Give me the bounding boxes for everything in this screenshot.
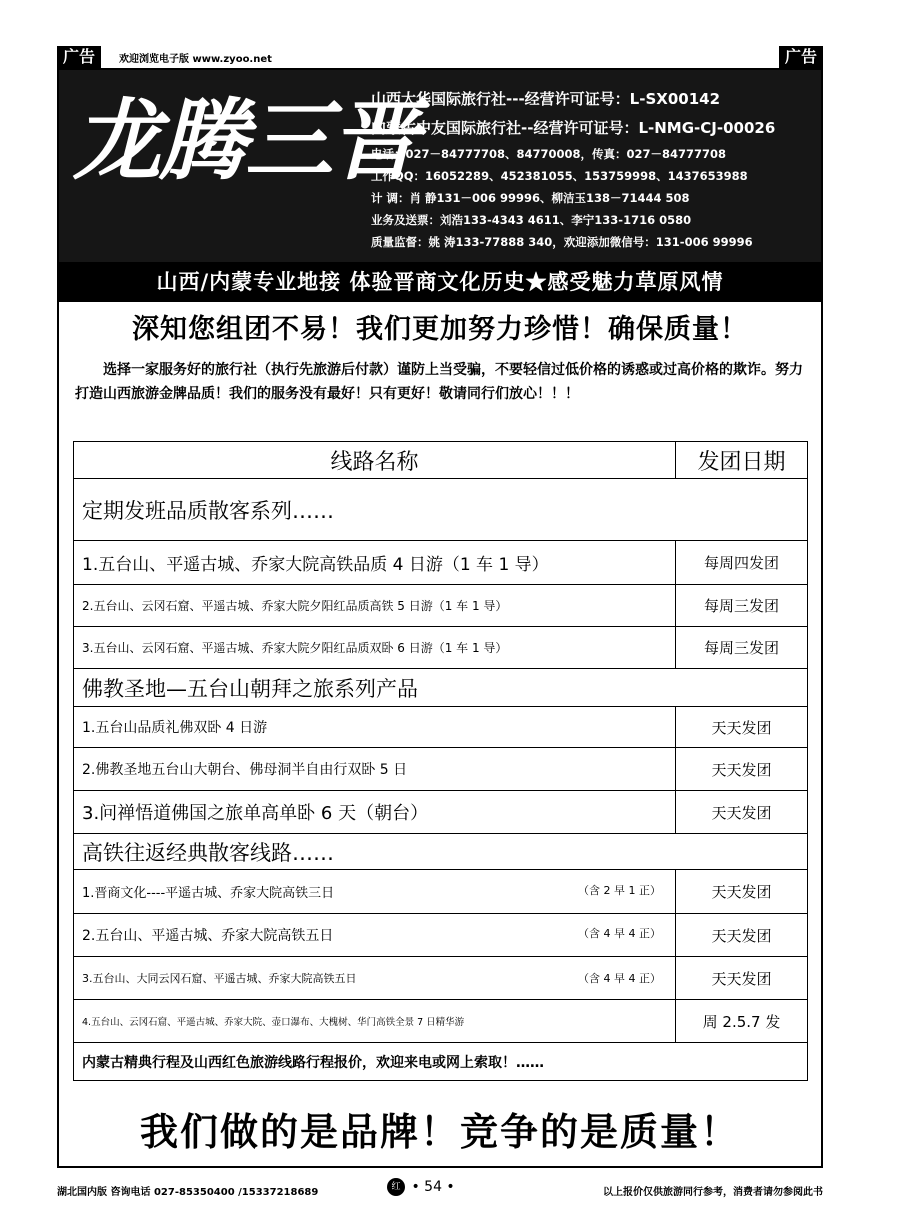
page-number-block bbox=[387, 1178, 455, 1196]
route-date: 每周三发团 bbox=[676, 627, 808, 669]
contact-line: 工作QQ：16052289、452381055、153759998、1437653988 bbox=[371, 169, 748, 183]
table-row bbox=[74, 585, 808, 627]
header-banner bbox=[59, 70, 821, 262]
table-row bbox=[74, 707, 808, 748]
route-date: 天天发团 bbox=[676, 914, 808, 957]
route-date: 天天发团 bbox=[676, 870, 808, 914]
table-header bbox=[74, 442, 808, 479]
section-title: 高铁往返经典散客线路…… bbox=[74, 834, 808, 870]
section-row bbox=[74, 479, 808, 541]
footer-right: 以上报价仅供旅游同行参考，消费者请勿参阅此书 bbox=[603, 1187, 823, 1198]
route-date: 天天发团 bbox=[676, 791, 808, 834]
table-row bbox=[74, 1000, 808, 1043]
route-name: 3.问禅悟道佛国之旅单高单卧 6 天（朝台） bbox=[74, 791, 676, 834]
logo-text: 龙腾三晋 bbox=[73, 88, 418, 192]
route-name: 4.五台山、云冈石窟、平遥古城、乔家大院、壶口瀑布、大槐树、华门高铁全景 7 日精华游 bbox=[74, 1000, 676, 1043]
top-bar bbox=[57, 46, 823, 68]
route-date: 周 2.5.7 发 bbox=[676, 1000, 808, 1043]
slogan-banner: 山西/内蒙专业地接 体验晋商文化历史★感受魅力草原风情 bbox=[59, 262, 821, 302]
table-row bbox=[74, 541, 808, 585]
meal-note: （含 2 早 1 正） bbox=[578, 884, 661, 897]
section-title: 定期发班品质散客系列…… bbox=[74, 479, 808, 541]
footer-left: 湖北国内版 咨询电话 027-85350400 /15337218689 bbox=[57, 1187, 319, 1198]
website-text[interactable]: 欢迎浏览电子版 www.zyoo.net bbox=[119, 54, 272, 65]
route-date: 天天发团 bbox=[676, 957, 808, 1000]
footer-row bbox=[74, 1043, 808, 1081]
intro-text bbox=[75, 358, 815, 406]
intro-paragraph: 选择一家服务好的旅行社（执行先旅游后付款）谨防上当受骗，不要轻信过低价格的诱惑或过高价格的欺诈。努力打造山西旅游金牌品质！我们的服务没有最好！只有更好！敬请同行们放心！！！ bbox=[75, 362, 803, 402]
route-name: 3.五台山、云冈石窟、平遥古城、乔家大院夕阳红品质双卧 6 日游（1 车 1 导） bbox=[74, 627, 676, 669]
contact-line: 业务及送票：刘浩133-4343 4611、李宁133-1716 0580 bbox=[371, 213, 692, 227]
table-row bbox=[74, 914, 808, 957]
badge-icon: 红 bbox=[387, 1178, 405, 1196]
section-row bbox=[74, 669, 808, 707]
contact-line: 电话：027－84777708、84770008，传真：027－84777708 bbox=[371, 147, 727, 161]
route-date: 每周三发团 bbox=[676, 585, 808, 627]
route-name: 1.五台山品质礼佛双卧 4 日游 bbox=[74, 707, 676, 748]
table-row bbox=[74, 870, 808, 914]
table-row bbox=[74, 748, 808, 791]
route-name: 1.五台山、平遥古城、乔家大院高铁品质 4 日游（1 车 1 导） bbox=[74, 541, 676, 585]
headline: 深知您组团不易！我们更加努力珍惜！确保质量！ bbox=[132, 314, 748, 345]
route-name: 2.佛教圣地五台山大朝台、佛母洞半自由行双卧 5 日 bbox=[74, 748, 676, 791]
meal-note: （含 4 早 4 正） bbox=[578, 927, 661, 940]
table-row bbox=[74, 957, 808, 1000]
contact-line: 质量监督：姚 涛133-77888 340，欢迎添加微信号：131-006 99996 bbox=[371, 235, 753, 249]
contact-line: 计 调：肖 静131－006 99996、柳洁玉138－71444 508 bbox=[371, 191, 690, 205]
route-name bbox=[74, 870, 676, 914]
route-text: 2.五台山、平遥古城、乔家大院高铁五日 bbox=[82, 928, 334, 944]
route-name bbox=[74, 914, 676, 957]
table-row bbox=[74, 791, 808, 834]
ad-tag-left: 广告 bbox=[57, 46, 101, 68]
ad-tag-right: 广告 bbox=[779, 46, 823, 68]
closing-slogan: 我们做的是品牌！竞争的是质量！ bbox=[139, 1110, 740, 1154]
routes-table bbox=[73, 441, 808, 1081]
route-date: 天天发团 bbox=[676, 748, 808, 791]
col-route-header: 线路名称 bbox=[74, 442, 676, 479]
route-text: 3.五台山、大同云冈石窟、平遥古城、乔家大院高铁五日 bbox=[82, 972, 357, 985]
col-date-header: 发团日期 bbox=[676, 442, 808, 479]
route-name: 2.五台山、云冈石窟、平遥古城、乔家大院夕阳红品质高铁 5 日游（1 车 1 导） bbox=[74, 585, 676, 627]
meal-note: （含 4 早 4 正） bbox=[578, 972, 661, 985]
agency-line: 内蒙古中友国际旅行社--经营许可证号：L-NMG-CJ-00026 bbox=[371, 119, 776, 137]
agency-line: 山西大华国际旅行社---经营许可证号：L-SX00142 bbox=[371, 90, 721, 108]
route-date: 天天发团 bbox=[676, 707, 808, 748]
route-date: 每周四发团 bbox=[676, 541, 808, 585]
section-row bbox=[74, 834, 808, 870]
table-row bbox=[74, 627, 808, 669]
contact-info bbox=[371, 88, 816, 256]
page-number: • 54 • bbox=[411, 1179, 455, 1195]
route-name bbox=[74, 957, 676, 1000]
section-title: 佛教圣地—五台山朝拜之旅系列产品 bbox=[74, 669, 808, 707]
footer-note: 内蒙古精典行程及山西红色旅游线路行程报价，欢迎来电或网上索取！…… bbox=[74, 1043, 808, 1081]
page-footer bbox=[57, 1180, 823, 1200]
route-text: 1.晋商文化----平遥古城、乔家大院高铁三日 bbox=[82, 886, 335, 901]
